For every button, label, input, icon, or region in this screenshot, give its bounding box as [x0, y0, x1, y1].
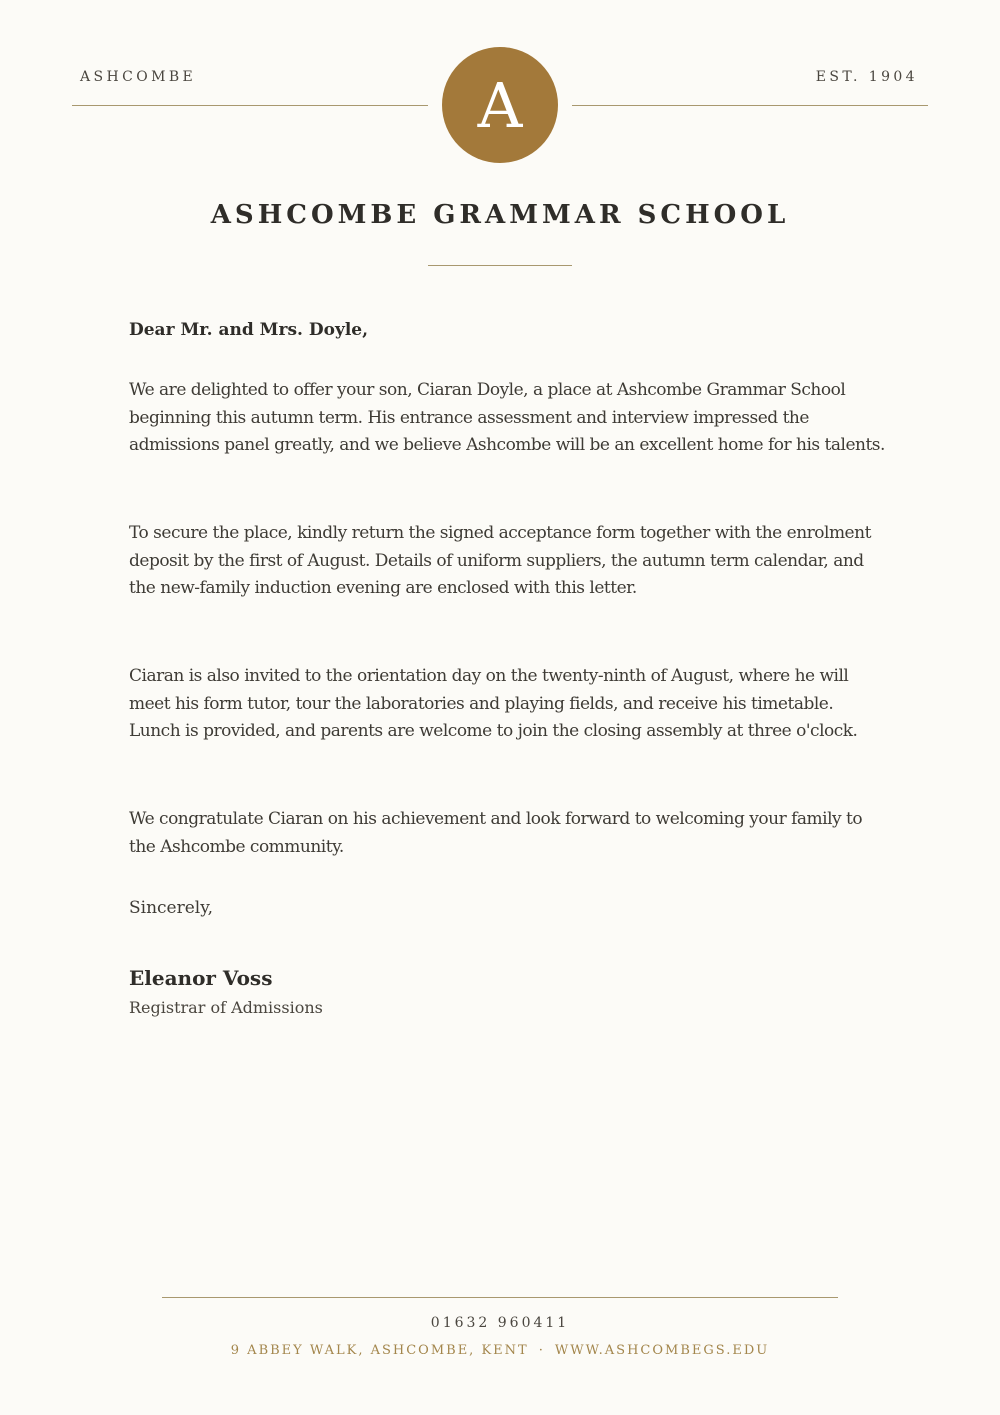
footer-contact-line — [0, 1343, 1000, 1358]
monogram-seal — [442, 47, 558, 163]
header-rule-left — [72, 105, 428, 106]
footer-website-link[interactable]: WWW.ASHCOMBEGS.EDU — [554, 1343, 770, 1358]
paragraph-offer: We are delighted to offer your son, Ciaran Doyle, a place at Ashcombe Grammar School beginning this autumn term. His entrance assessment and interview impressed the admissions panel greatly, and we believe Ashcombe will be an excellent home for his talents. — [129, 380, 885, 455]
footer-address: 9 ABBEY WALK, ASHCOMBE, KENT — [230, 1343, 529, 1358]
title-divider — [428, 265, 572, 266]
paragraph-orientation: Ciaran is also invited to the orientation day on the twenty-ninth of August, where he will meet his form tutor, tour the laboratories and playing fields, and receive his timetable. Lunch is provided, and parents are welcome to join the closing assembly at three o'clock. — [129, 666, 858, 741]
footer-rule — [162, 1297, 838, 1298]
salutation: Dear Mr. and Mrs. Doyle, — [129, 320, 369, 340]
letter-body — [129, 320, 889, 1017]
footer-separator: · — [538, 1343, 545, 1358]
paragraph-acceptance: To secure the place, kindly return the signed acceptance form together with the enrolment deposit by the first of August. Details of uniform suppliers, the autumn term calendar, and the new-family induction evening are enclosed with this letter. — [129, 523, 871, 598]
monogram-letter: A — [477, 69, 523, 142]
footer-phone: 01632 960411 — [430, 1315, 570, 1331]
header-established-year: EST. 1904 — [815, 69, 918, 85]
paragraph-congratulations: We congratulate Ciaran on his achievement and look forward to welcoming your family to the Ashcombe community. — [129, 809, 863, 857]
signer-title: Registrar of Admissions — [129, 998, 323, 1017]
school-name-title: ASHCOMBE GRAMMAR SCHOOL — [210, 200, 790, 230]
header-left-wordmark: ASHCOMBE — [80, 69, 197, 85]
closing: Sincerely, — [129, 898, 213, 918]
header-rule-right — [572, 105, 928, 106]
signer-name: Eleanor Voss — [129, 966, 273, 990]
